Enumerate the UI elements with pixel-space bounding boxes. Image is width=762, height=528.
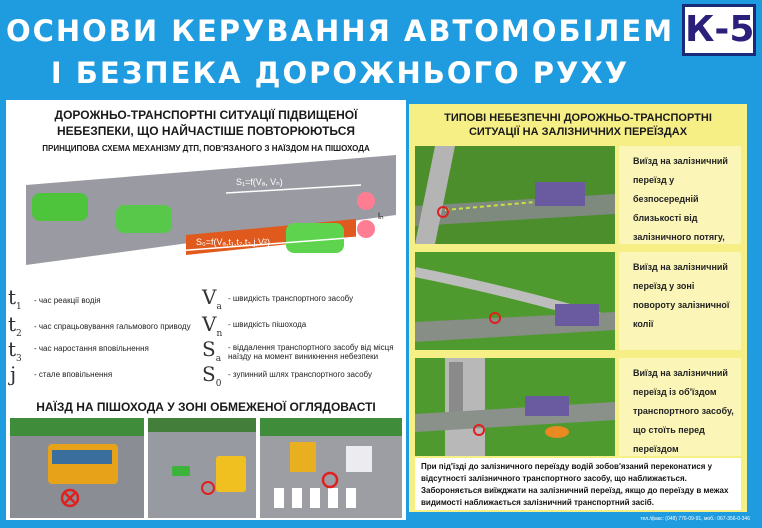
symbol-s0: $S_0$: [202, 362, 222, 389]
legend-vn: - швидкість пішохода: [228, 320, 307, 329]
car-icon: [32, 193, 88, 221]
crosswalk-scene-illustration: [260, 418, 402, 518]
legend-j: - стале вповільнення: [34, 370, 113, 379]
left-heading-line-2: НЕБЕЗПЕКИ, ЩО НАЙЧАСТІШЕ ПОВТОРЮЮТЬСЯ: [56, 124, 356, 138]
trolleybus-scene-illustration: [148, 418, 256, 518]
situation-3-text: Виїзд на залізничний переїзд із об'їздом транспортного засобу, що стоїть перед переїздом: [619, 358, 741, 456]
car-icon: [286, 223, 344, 253]
pedestrian-icon: [357, 220, 375, 238]
pedestrian-section-title: НАЇЗД НА ПІШОХОДА У ЗОНІ ОБМЕЖЕНОЇ ОГЛЯДОВАСТІ: [36, 400, 376, 414]
railway-situation-1: [415, 146, 741, 244]
formula-s1: S₁=f(Vₐ, Vₙ): [236, 177, 283, 187]
right-heading-line-1: ТИПОВІ НЕБЕЗПЕЧНІ ДОРОЖНЬО-ТРАНСПОРТНІ: [444, 112, 712, 124]
legend-va: - швидкість транспортного засобу: [228, 294, 354, 303]
railway-scene-illustration: [415, 358, 615, 456]
left-panel: [6, 100, 406, 520]
symbol-j: j: [10, 362, 17, 386]
symbol-va: $V_a$: [202, 285, 222, 312]
legend-t2: - час спрацьовування гальмового приводу: [34, 322, 191, 331]
left-heading-line-1: ДОРОЖНЬО-ТРАНСПОРТНІ СИТУАЦІЇ ПІДВИЩЕНОЇ: [54, 108, 358, 122]
symbol-sa: $S_a$: [202, 337, 222, 364]
symbol-t3: $t_3$: [8, 337, 22, 364]
legend-s0: - зупинний шлях транспортного засобу: [228, 370, 372, 379]
footer-contacts: тел./факс: (048) 776-09-91, моб.: 067-356-0-346: [640, 516, 750, 522]
railway-situation-3: [415, 358, 741, 456]
railway-scene-illustration: [415, 146, 615, 244]
legend-t3: - час наростання вповільнення: [34, 344, 149, 353]
symbol-t1: $t_1$: [8, 285, 22, 312]
legend-t1: - час реакції водія: [34, 296, 101, 305]
railway-rule-text: При під'їзді до залізничного переїзду водій зобов'язаний переконатися у відсутності залізничного транспортного засобу, що наближається. Забороняється виїжджати на залізничний переїзд, якщо до переїзду в межах видимості наближається залізничний транспортний засіб.: [415, 458, 741, 510]
accident-scheme-illustration: [26, 155, 396, 275]
car-icon: [116, 205, 172, 233]
situation-1-text: Виїзд на залізничний переїзд у безпосередній близькості від залізничного потягу,: [619, 146, 741, 244]
right-heading-line-2: СИТУАЦІЇ НА ЗАЛІЗНИЧНИХ ПЕРЕЇЗДАХ: [468, 126, 688, 138]
bus-scene-illustration: [10, 418, 144, 518]
title-line-1: ОСНОВИ КЕРУВАННЯ АВТОМОБІЛЕМ: [5, 14, 675, 48]
situation-2-text: Виїзд на залізничний переїзд у зоні повороту залізничної колії: [619, 252, 741, 350]
formula-s0: S₀=f(Vₐ,t₁,t₂,t₃,j,V²): [196, 237, 271, 247]
pedestrian-icon: [357, 192, 375, 210]
railway-scene-illustration: [415, 252, 615, 350]
title-line-2: І БЕЗПЕКА ДОРОЖНЬОГО РУХУ: [50, 56, 630, 90]
right-panel: [409, 104, 747, 512]
symbol-vn: $V_n$: [202, 312, 223, 339]
scheme-subheading: ПРИНЦИПОВА СХЕМА МЕХАНІЗМУ ДТП, ПОВ'ЯЗАНОГО З НАЇЗДОМ НА ПІШОХОДА: [42, 144, 370, 153]
symbol-t2: $t_2$: [8, 312, 22, 339]
railway-situation-2: [415, 252, 741, 350]
ln-label: lₙ: [378, 211, 384, 221]
poster-code-badge: К-5: [682, 4, 756, 56]
legend-sa: - віддалення транспортного засобу від місця наїзду на момент виникнення небезпеки: [228, 343, 394, 361]
